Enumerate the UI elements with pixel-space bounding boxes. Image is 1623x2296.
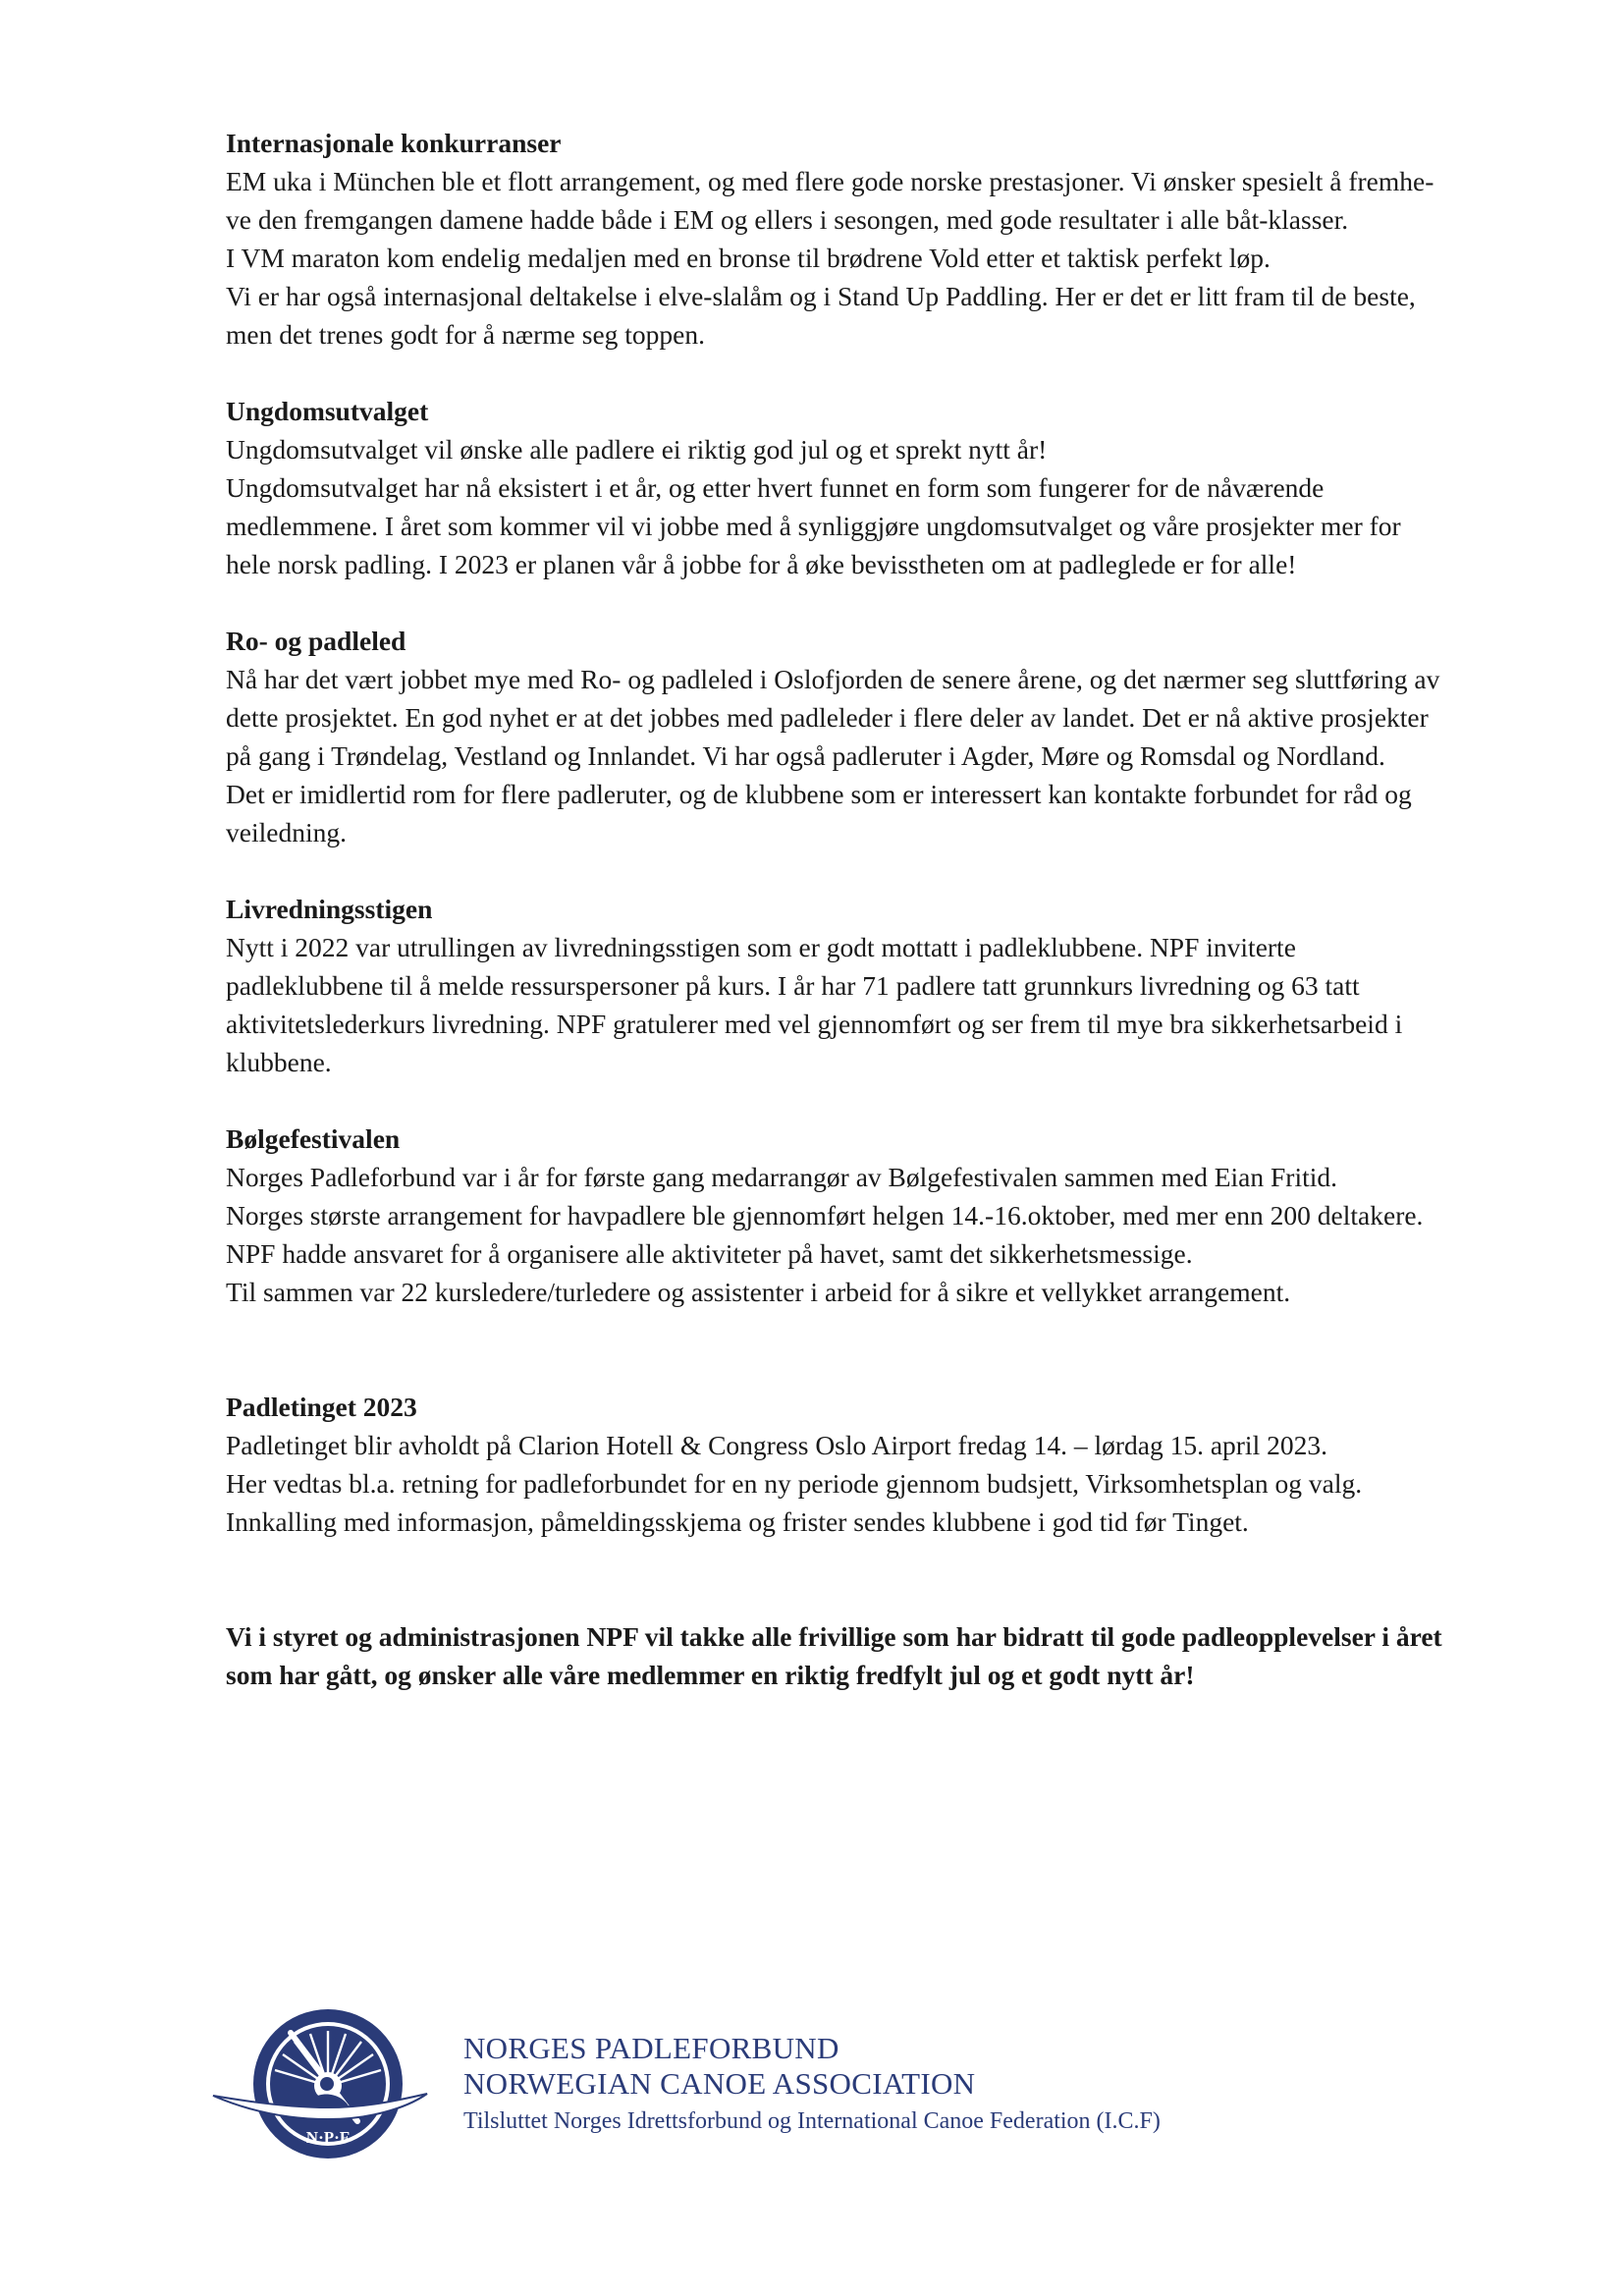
paragraph-line: men det trenes godt for å nærme seg toppen.	[226, 319, 705, 350]
paragraph-line: Det er imidlertid rom for flere padleruter, og de klubbene som er interessert kan kontakte forbundet for råd og	[226, 779, 1412, 809]
paragraph-line: Vi er har også internasjonal deltakelse i elve-slalåm og i Stand Up Paddling. Her er det er litt fram til de beste,	[226, 281, 1416, 311]
organization-name-english: NORWEGIAN CANOE ASSOCIATION	[463, 2066, 976, 2101]
paragraph-line: Her vedtas bl.a. retning for padleforbundet for en ny periode gjennom budsjett, Virksomhetsplan og valg.	[226, 1468, 1363, 1499]
paragraph-line: Norges Padleforbund var i år for første gang medarrangør av Bølgefestivalen sammen med Eian Fritid.	[226, 1162, 1337, 1192]
closing-greeting	[226, 1617, 1532, 1694]
paragraph-line: Nå har det vært jobbet mye med Ro- og padleled i Oslofjorden de senere årene, og det nærmer seg sluttføring av	[226, 664, 1440, 694]
section-internasjonale-konkurranser	[226, 124, 1532, 354]
paragraph-line: Ungdomsutvalget vil ønske alle padlere ei riktig god jul og et sprekt nytt år!	[226, 434, 1048, 465]
section-heading: Internasjonale konkurranser	[226, 128, 562, 158]
paragraph-line: Innkalling med informasjon, påmeldingsskjema og frister sendes klubbene i god tid før Tinget.	[226, 1506, 1249, 1537]
logo-text: N·P·F	[305, 2128, 351, 2147]
closing-line: som har gått, og ønsker alle våre medlemmer en riktig fredfylt jul og et godt nytt år!	[226, 1660, 1195, 1690]
paragraph-line: NPF hadde ansvaret for å organisere alle aktiviteter på havet, samt det sikkerhetsmessige.	[226, 1238, 1193, 1269]
paragraph-line: medlemmene. I året som kommer vil vi jobbe med å synliggjøre ungdomsutvalget og våre prosjekter mer for	[226, 511, 1401, 541]
paragraph-line: Nytt i 2022 var utrullingen av livredningsstigen som er godt mottatt i padleklubbene. NPF inviterte	[226, 932, 1296, 962]
paragraph-line: dette prosjektet. En god nyhet er at det jobbes med padleleder i flere deler av landet. Det er nå aktive prosjekter	[226, 702, 1429, 733]
paragraph-line: Ungdomsutvalget har nå eksistert i et år, og etter hvert funnet en form som fungerer for de nåværende	[226, 472, 1325, 503]
section-heading: Ro- og padleled	[226, 626, 406, 656]
section-ro-og-padleled	[226, 622, 1532, 851]
paragraph-line: Norges største arrangement for havpadlere ble gjennomført helgen 14.-16.oktober, med mer enn 200 deltakere.	[226, 1200, 1424, 1230]
npf-logo-icon	[210, 2005, 430, 2162]
section-heading: Padletinget 2023	[226, 1392, 417, 1422]
paragraph-line: Padletinget blir avholdt på Clarion Hotell & Congress Oslo Airport fredag 14. – lørdag 15. april 2023.	[226, 1430, 1327, 1460]
paragraph-line: aktivitetslederkurs livredning. NPF gratulerer med vel gjennomført og ser frem til mye bra sikkerhetsarbeid i	[226, 1009, 1403, 1039]
paragraph-line: I VM maraton kom endelig medaljen med en bronse til brødrene Vold etter et taktisk perfekt løp.	[226, 243, 1271, 273]
organization-name-norwegian: NORGES PADLEFORBUND	[463, 2031, 839, 2065]
paragraph-line: hele norsk padling. I 2023 er planen vår å jobbe for å øke bevisstheten om at padleglede er for alle!	[226, 549, 1297, 579]
paragraph-line: veiledning.	[226, 817, 347, 847]
section-ungdomsutvalget	[226, 392, 1532, 583]
paragraph-line: klubbene.	[226, 1047, 332, 1077]
section-heading: Bølgefestivalen	[226, 1123, 401, 1154]
paragraph-line: Til sammen var 22 kursledere/turledere og assistenter i arbeid for å sikre et vellykket arrangement.	[226, 1277, 1291, 1307]
organization-affiliation: Tilsluttet Norges Idrettsforbund og International Canoe Federation (I.C.F)	[463, 2108, 1161, 2134]
paragraph-line: EM uka i München ble et flott arrangement, og med flere gode norske prestasjoner. Vi ønsker spesielt å fremhe-	[226, 166, 1434, 196]
organization-block	[463, 2031, 1161, 2139]
section-livredningsstigen	[226, 890, 1532, 1081]
paragraph-line: padleklubbene til å melde ressurspersoner på kurs. I år har 71 padlere tatt grunnkurs livredning og 63 tatt	[226, 970, 1360, 1001]
section-heading: Ungdomsutvalget	[226, 396, 429, 426]
section-heading: Livredningsstigen	[226, 894, 433, 924]
closing-line: Vi i styret og administrasjonen NPF vil takke alle frivillige som har bidratt til gode padleopplevelser i året	[226, 1621, 1442, 1652]
section-padletinget-2023	[226, 1388, 1532, 1541]
letter-body	[226, 124, 1532, 1694]
letterhead-footer	[210, 2005, 1487, 2162]
paragraph-line: på gang i Trøndelag, Vestland og Innlandet. Vi har også padleruter i Agder, Møre og Romsdal og Nordland.	[226, 740, 1385, 771]
section-bolgefestivalen	[226, 1120, 1532, 1311]
paragraph-line: ve den fremgangen damene hadde både i EM og ellers i sesongen, med gode resultater i alle båt-klasser.	[226, 204, 1349, 235]
